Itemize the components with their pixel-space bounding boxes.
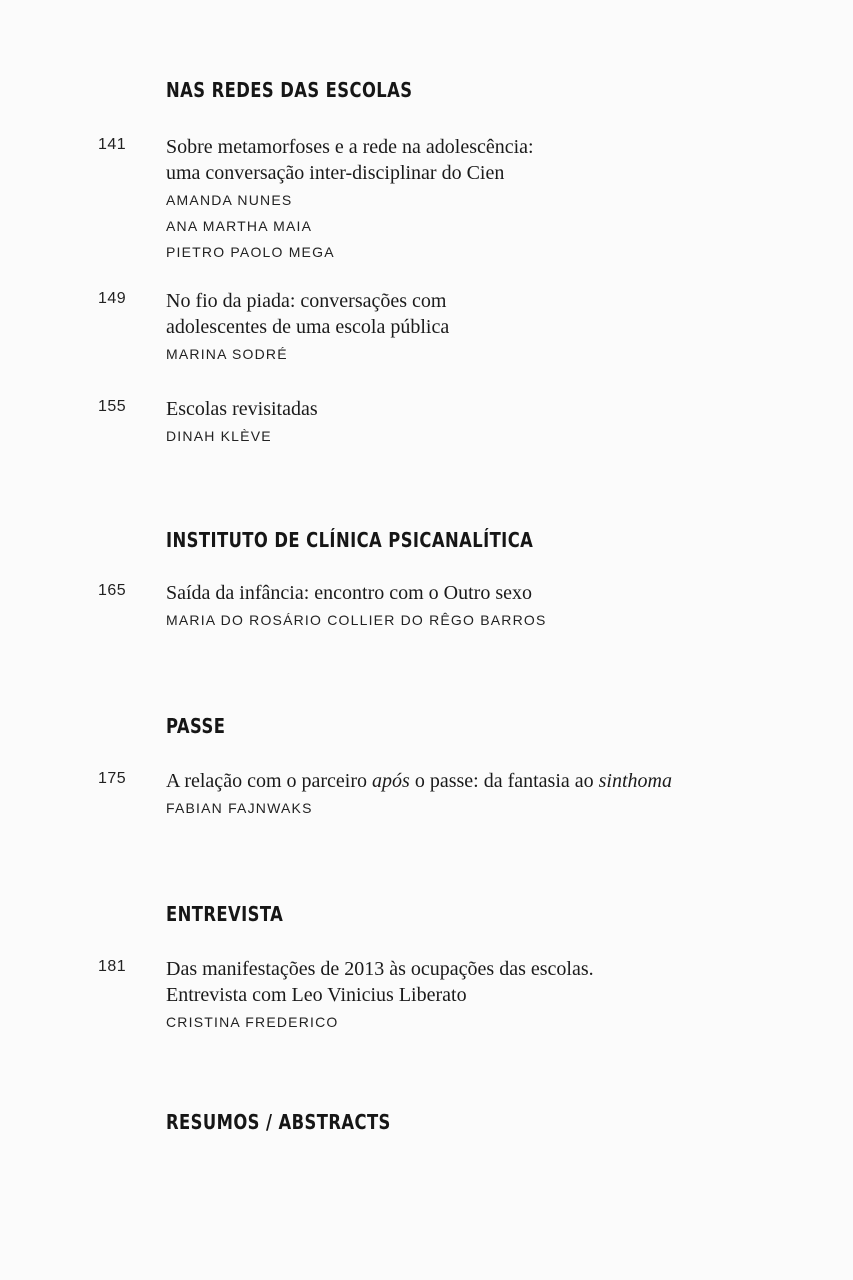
title-part-italic: sinthoma xyxy=(598,770,672,792)
author-name: MARIA DO ROSÁRIO COLLIER DO RÊGO BARROS xyxy=(166,612,547,628)
author-name: MARINA SODRÉ xyxy=(166,346,288,362)
entry-title-line xyxy=(166,768,786,794)
section-heading: RESUMOS / ABSTRACTS xyxy=(166,1110,391,1134)
author-name: AMANDA NUNES xyxy=(166,192,293,208)
authors xyxy=(166,795,786,821)
entry-body xyxy=(166,768,786,821)
entry-body xyxy=(166,134,786,265)
authors xyxy=(166,187,786,265)
entry-title-line: Saída da infância: encontro com o Outro sexo xyxy=(166,582,532,604)
entry-body xyxy=(166,396,786,449)
page-number: 175 xyxy=(98,770,127,787)
page-number: 165 xyxy=(98,582,127,599)
page-number: 141 xyxy=(98,136,127,153)
section-heading: NAS REDES DAS ESCOLAS xyxy=(166,78,413,102)
section-heading: ENTREVISTA xyxy=(166,902,284,926)
author-name: PIETRO PAOLO MEGA xyxy=(166,244,335,260)
entry-title-line: No fio da piada: conversações com xyxy=(166,290,447,312)
title-part-italic: após xyxy=(372,770,410,792)
entry-title-line: Entrevista com Leo Vinicius Liberato xyxy=(166,984,467,1006)
title-part: o passe: da fantasia ao xyxy=(409,770,599,792)
entry-title-line: Das manifestações de 2013 às ocupações das escolas. xyxy=(166,958,594,980)
entry-title-line: uma conversação inter-disciplinar do Cien xyxy=(166,162,505,184)
page-number: 181 xyxy=(98,958,127,975)
authors xyxy=(166,423,786,449)
section-heading: INSTITUTO DE CLÍNICA PSICANALÍTICA xyxy=(166,528,534,552)
entry-body xyxy=(166,956,786,1035)
authors xyxy=(166,607,786,633)
author-name: DINAH KLÈVE xyxy=(166,428,272,444)
author-name: ANA MARTHA MAIA xyxy=(166,218,313,234)
authors xyxy=(166,341,786,367)
page-number: 155 xyxy=(98,398,127,415)
author-name: FABIAN FAJNWAKS xyxy=(166,800,313,816)
entry-body xyxy=(166,580,786,633)
entry-title-line: Sobre metamorfoses e a rede na adolescência: xyxy=(166,136,534,158)
section-heading: PASSE xyxy=(166,714,226,738)
page-number: 149 xyxy=(98,290,127,307)
author-name: CRISTINA FREDERICO xyxy=(166,1014,339,1030)
entry-title-line: adolescentes de uma escola pública xyxy=(166,316,450,338)
entry-body xyxy=(166,288,786,367)
authors xyxy=(166,1009,786,1035)
title-part: A relação com o parceiro xyxy=(166,770,373,792)
entry-title-line: Escolas revisitadas xyxy=(166,398,318,420)
